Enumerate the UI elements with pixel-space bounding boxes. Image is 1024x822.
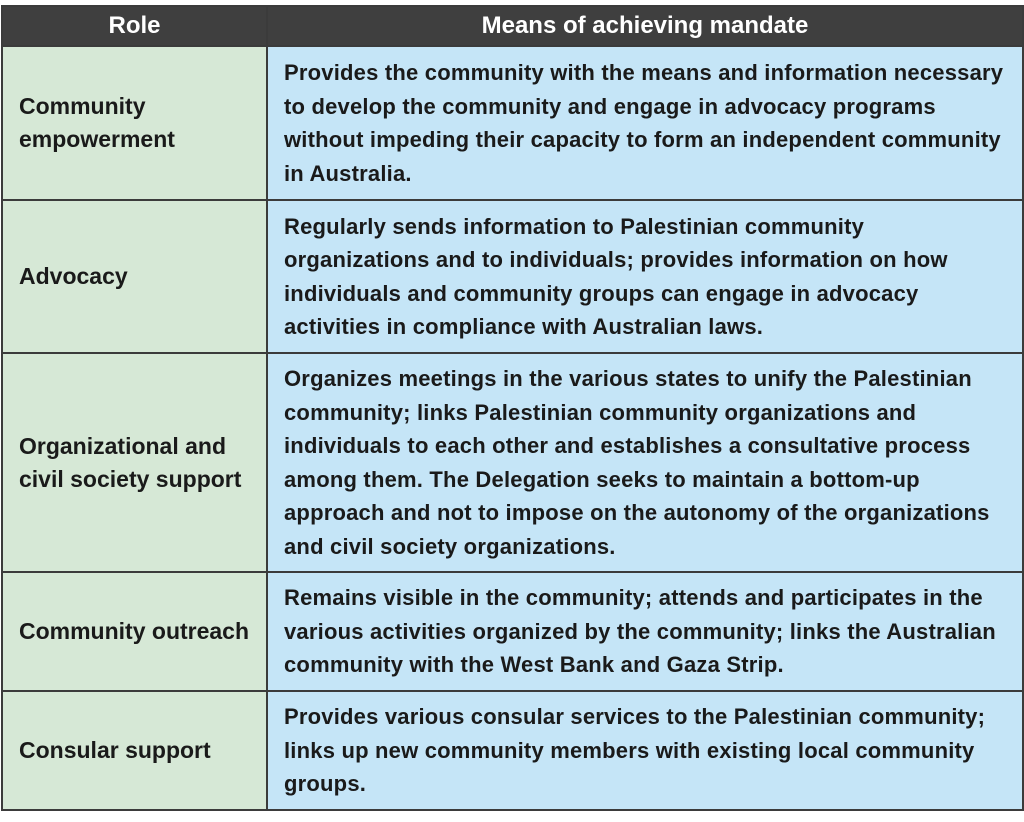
table-row <box>2 572 1023 691</box>
role-cell: Community empowerment <box>2 46 267 200</box>
table-row <box>2 691 1023 810</box>
means-cell: Regularly sends information to Palestinian community organizations and to individuals; provides information on how individuals and community groups can engage in advocacy activities in compliance with Australian laws. <box>267 200 1023 353</box>
table-row <box>2 200 1023 353</box>
role-cell: Community outreach <box>2 572 267 691</box>
means-cell: Organizes meetings in the various states to unify the Palestinian community; links Palestinian community organizations and individuals to each other and establishes a consultative process among them. The Delegation seeks to maintain a bottom-up approach and not to impose on the autonomy of the organizations and civil society organizations. <box>267 353 1023 572</box>
role-cell: Consular support <box>2 691 267 810</box>
means-cell: Provides various consular services to the Palestinian community; links up new community members with existing local community groups. <box>267 691 1023 810</box>
header-means: Means of achieving mandate <box>267 6 1023 46</box>
mandate-table <box>1 5 1024 811</box>
table-row <box>2 46 1023 200</box>
header-row <box>2 6 1023 46</box>
means-cell: Provides the community with the means and information necessary to develop the community and engage in advocacy programs without impeding their capacity to form an independent community in Australia. <box>267 46 1023 200</box>
table-row <box>2 353 1023 572</box>
role-cell: Advocacy <box>2 200 267 353</box>
means-cell: Remains visible in the community; attends and participates in the various activities organized by the community; links the Australian community with the West Bank and Gaza Strip. <box>267 572 1023 691</box>
role-cell: Organizational and civil society support <box>2 353 267 572</box>
header-role: Role <box>2 6 267 46</box>
